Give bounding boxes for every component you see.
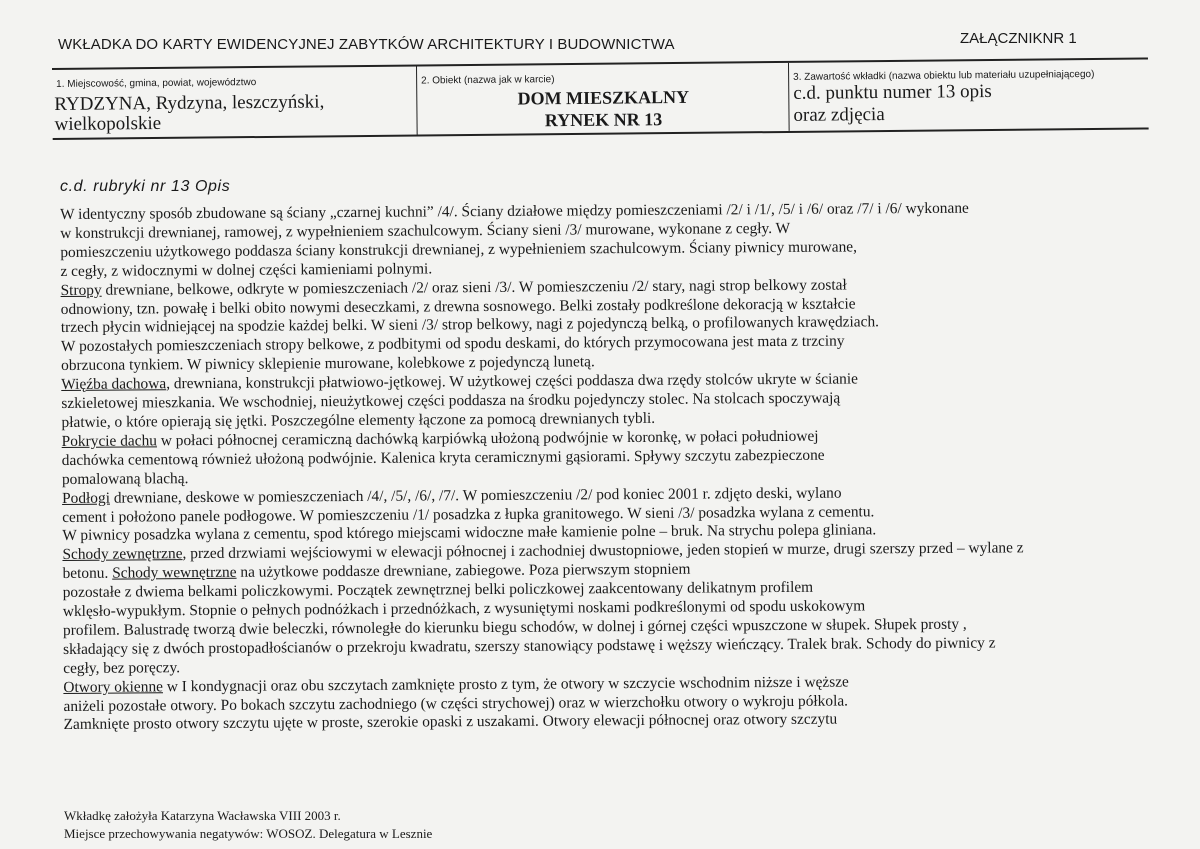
underlined-term: Schody zewnętrzne xyxy=(62,545,183,564)
field-contents-label: 3. Zawartość wkładki (nazwa obiektu lub materiału uzupełniającego) xyxy=(793,68,1095,83)
underlined-term: Otwory okienne xyxy=(63,677,164,696)
underlined-term: Więźba dachowa xyxy=(61,375,167,394)
field-object-value-line1: DOM MIESZKALNY xyxy=(517,86,690,109)
line-text: szkieletowej mieszkania. We wschodniej, nieużytkowej części poddasza na środku pojedynczy stolec. Na stolcach spoczywają xyxy=(61,389,841,413)
line-text: drewniane, deskowe w pomieszczeniach /4/, /5/, /6/, /7/. W pomieszczeniu /2/ pod koniec 2001 r. zdjęto deski, wylano xyxy=(109,484,842,507)
line-text: z cegły, z widocznymi w dolnej części kamieniami polnymi. xyxy=(60,260,433,280)
line-text: pomalowaną blachą. xyxy=(61,469,189,488)
line-text: dachówka cementową również ułożoną podwójnie. Kalenica kryta ceramicznymi gąsiorami. Spływy szczytu zabezpieczone xyxy=(61,446,825,469)
attachment-number: ZAŁĄCZNIKNR 1 xyxy=(960,30,1077,47)
line-text: cegły, bez poręczy. xyxy=(63,658,181,677)
line-text: składający się z dwóch prostopadłościanów o przekroju kwadratu, szerszy stanowiący podstawę i węższy wieńczący. Tralek brak. Schody do piwnicy z xyxy=(63,634,996,658)
line-text: trzech płycin widniejącej na spodzie każdej belki. W sieni /3/ strop belkowy, nagi z pojedynczą belką, o profilowanych krawędziach. xyxy=(60,313,880,337)
line-text: obrzucona tynkiem. W piwnicy sklepienie murowane, kolebkowe z pojedynczą lunetą. xyxy=(61,353,595,375)
field-object xyxy=(416,63,789,135)
line-text: W piwnicy posadzka wylana z cementu, spod którego miejscami widoczne małe kamienie polne – bruk. Na strychu polepa gliniana. xyxy=(62,521,877,545)
line-text: Zamknięte prosto otwory szczytu ujęte w proste, szerokie opaski z uszakami. Otwory elewacji północnej oraz otwory szczytu xyxy=(63,711,838,734)
underlined-term: Schody wewnętrzne xyxy=(112,563,237,582)
field-contents xyxy=(788,59,1149,130)
line-text: , drewniana, konstrukcji płatwiowo-jętkowej. W użytkowej części poddasza dwa rzędy stolców ukryte w ścianie xyxy=(166,370,859,393)
field-object-value xyxy=(417,85,789,133)
field-location-value: RYDZYNA, Rydzyna, leszczyński, wielkopolskie xyxy=(54,91,325,135)
field-location xyxy=(52,67,417,138)
line-text: w konstrukcji drewnianej, ramowej, z wypełnieniem szachulcowym. Ściany sieni /3/ murowane, wykonane z cegły. W xyxy=(60,219,791,242)
line-text: płatwie, o które opierają się jętki. Poszczególne elementy łączone za pomocą drewnianych tybli. xyxy=(61,409,656,431)
line-text: , przed drzwiami wejściowymi w elewacji północnej i zachodniej dwustopniowe, jeden stopień w murze, drugi szerszy przed – wylane z xyxy=(182,539,1024,563)
line-text: betonu. xyxy=(62,564,113,583)
underlined-term: Podłogi xyxy=(61,489,111,507)
underlined-term: Stropy xyxy=(60,281,102,299)
field-contents-value-line2: oraz zdjęcia xyxy=(793,104,885,126)
line-text: na użytkowe poddasze drewniane, zabiegowe. Poza pierwszym stopniem xyxy=(236,560,691,581)
line-text: odnowiony, tzn. powałę i belki obito nowymi deseczkami, z drewna sosnowego. Belki zostały podkreślone dekoracją w kształcie xyxy=(60,294,856,318)
field-contents-value-line1: c.d. punktu numer 13 opis xyxy=(793,80,992,104)
line-text: W pozostałych pomieszczeniach stropy belkowe, z podbitymi od spodu deskami, do których przymocowana jest mata z trzciny xyxy=(60,332,845,356)
field-object-label: 2. Obiekt (nazwa jak w karcie) xyxy=(421,74,555,87)
field-location-label: 1. Miejscowość, gmina, powiat, województwo xyxy=(56,77,257,90)
line-text: aniżeli pozostałe otwory. Po bokach szczytu zachodniego (w części strychowej) oraz w wierzchołku otwory o wykroju półkola. xyxy=(63,692,849,715)
line-text: pomieszczeniu użytkowego poddasza ściany konstrukcji drewnianej, z wypełnieniem szachulcowym. Ściany piwnicy murowane, xyxy=(60,238,858,261)
field-object-value-line2: RYNEK NR 13 xyxy=(544,109,663,131)
field-contents-value xyxy=(793,80,1133,127)
document-title: WKŁADKA DO KARTY EWIDENCYJNEJ ZABYTKÓW ARCHITEKTURY I BUDOWNICTWA xyxy=(58,36,675,53)
line-text: cement i położono panele podłogowe. W pomieszczeniu /1/ posadzka z łupka granitowego. W sieni /3/ posadzka wylana z cementu. xyxy=(62,502,875,526)
line-text: pozostałe z dwiema belkami policzkowymi. Początek zewnętrznej belki policzkowej zaakcentowany delikatnym profilem xyxy=(62,578,814,602)
description-body xyxy=(60,198,1148,735)
underlined-term: Pokrycie dachu xyxy=(61,432,158,450)
line-text: wklęsło-wypukłym. Stopnie o pełnych podnóżkach i przednóżkach, z wysuniętymi noskami podkreślonymi od spodu uskokowym xyxy=(62,597,866,621)
line-text: w I kondygnacji oraz obu szczytach zamknięte prosto z tym, że otwory w szczycie wschodnim niższe i węższe xyxy=(162,673,849,695)
line-text: drewniane, belkowe, odkryte w pomieszczeniach /2/ oraz sieni /3/. W pomieszczeniu /2/ stary, nagi strop belkowy został xyxy=(101,276,847,299)
line-text: W identyczny sposób zbudowane są ściany „czarnej kuchni” /4/. Ściany działowe między pomieszczeniami /2/ i /1/, /5/ i /6/ oraz /7/ i /6/ wykonane xyxy=(60,199,969,223)
line-text: w połaci północnej ceramiczną dachówką karpiówką ułożoną podwójnie w koronkę, w połaci południowej xyxy=(156,427,819,450)
line-text: profilem. Balustradę tworzą dwie beleczki, równoległe do kierunku biegu schodów, w dolnej i górnej części wpuszczone w słupek. Słupek prosty , xyxy=(62,615,967,639)
section-heading: c.d. rubryki nr 13 Opis xyxy=(60,178,231,195)
footer-author: Wkładkę założyła Katarzyna Wacławska VIII 2003 r. xyxy=(64,808,341,823)
footer-negatives-location: Miejsce przechowywania negatywów: WOSOZ. Delegatura w Lesznie xyxy=(64,826,433,841)
header-fields-table xyxy=(52,57,1149,140)
